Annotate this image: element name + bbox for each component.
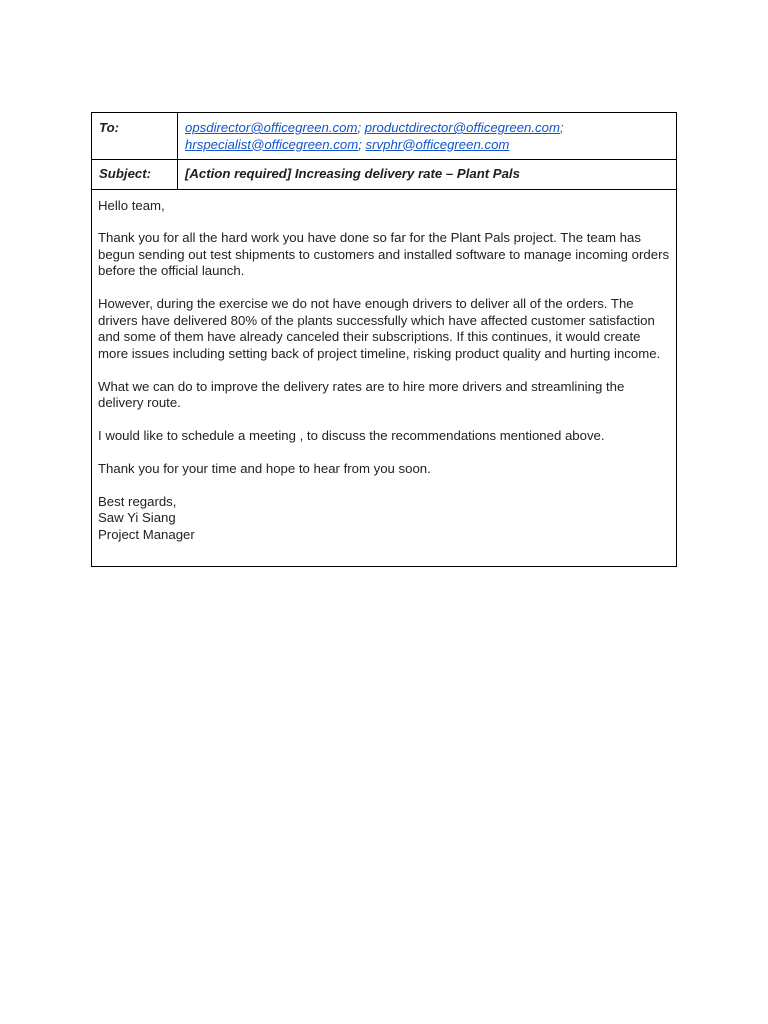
recipient-link[interactable]: productdirector@officegreen.com [364,120,560,135]
body-paragraph-3: What we can do to improve the delivery rates are to hire more drivers and streamlining the delivery route. [98,378,625,411]
body-paragraph-4: I would like to schedule a meeting , to discuss the recommendations mentioned above. [98,428,605,444]
recipients-list [178,113,677,160]
to-label: To: [92,113,178,160]
email-body [92,189,677,567]
recipient-link[interactable]: hrspecialist@officegreen.com [185,136,359,152]
recipient-link[interactable]: opsdirector@officegreen.com [185,120,358,135]
body-paragraph-5: Thank you for your time and hope to hear from you soon. [98,460,431,476]
recipient-separator: ; [357,120,362,135]
subject-row [92,160,677,190]
to-row [92,113,677,160]
body-paragraph-2: However, during the exercise we do not have enough drivers to deliver all of the orders. The drivers have delivered 80% of the plants successfully which have affected customer satisfaction and some of them have already canceled their subscriptions. If this continues, it would create more issues including setting back of project timeline, risking product quality and hurting income. [98,296,661,361]
subject-label: Subject: [92,160,178,190]
greeting: Hello team, [98,197,165,213]
signature [98,494,670,544]
recipient-link[interactable]: srvphr@officegreen.com [365,136,510,152]
recipient-separator: ; [559,120,564,135]
recipient-separator: ; [358,136,362,152]
body-paragraph-1: Thank you for all the hard work you have done so far for the Plant Pals project. The team has begun sending out test shipments to customers and installed software to manage incoming orders before the official launch. [98,230,670,279]
closing: Best regards, [98,493,177,509]
body-row [92,189,677,567]
sender-name: Saw Yi Siang [98,510,176,526]
subject-text: [Action required] Increasing delivery rate – Plant Pals [178,160,677,190]
email-table [91,112,677,567]
sender-title: Project Manager [98,526,195,542]
